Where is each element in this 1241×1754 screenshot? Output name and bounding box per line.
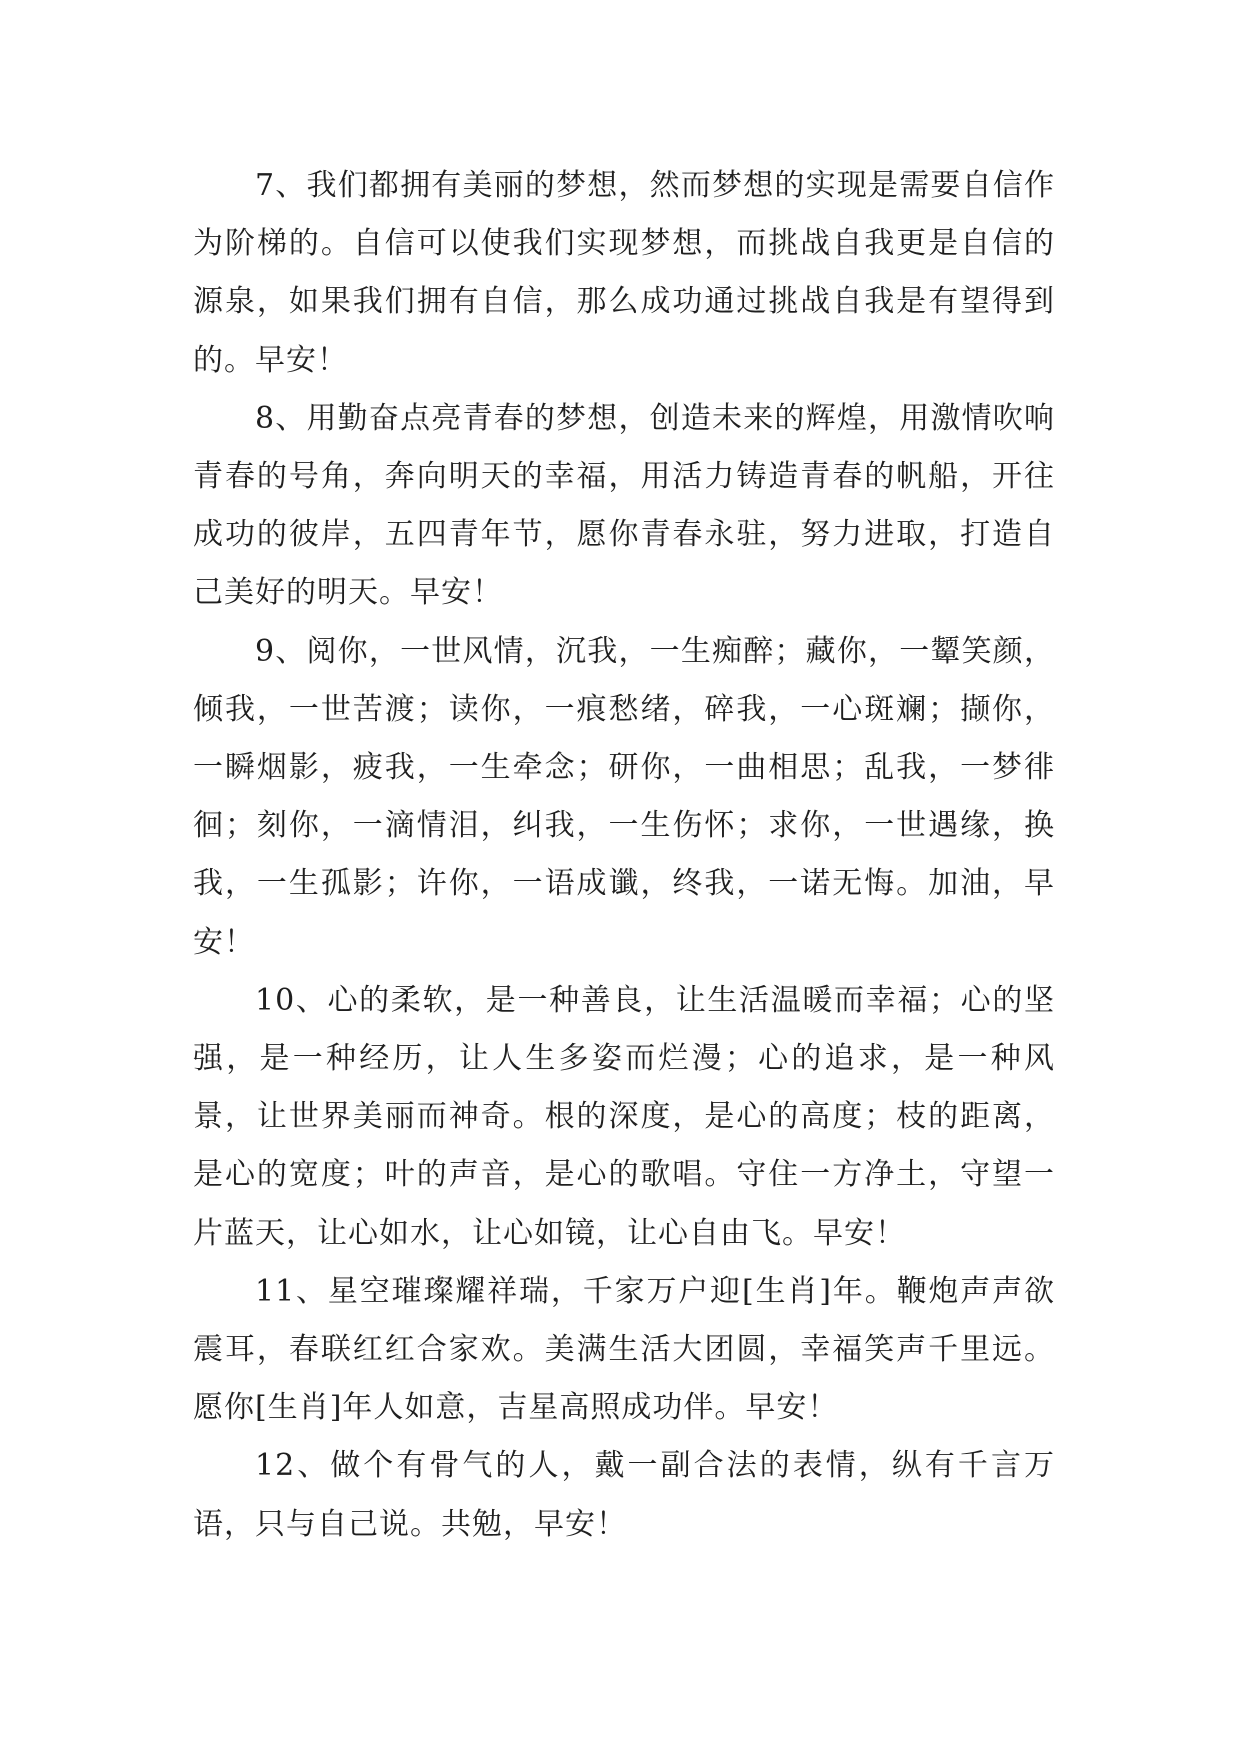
document-body (193, 157, 1055, 1554)
paragraph-7: 7、我们都拥有美丽的梦想，然而梦想的实现是需要自信作为阶梯的。自信可以使我们实现梦想，而挑战自我更是自信的源泉，如果我们拥有自信，那么成功通过挑战自我是有望得到的。早安！ (193, 168, 1055, 378)
paragraph-9: 9、阅你，一世风情，沉我，一生痴醉；藏你，一颦笑颜，倾我，一世苦渡；读你，一痕愁绪，碎我，一心斑斓；撷你，一瞬烟影，疲我，一生牵念；研你，一曲相思；乱我，一梦徘徊；刻你，一滴情泪，纠我，一生伤怀；求你，一世遇缘，换我，一生孤影；许你，一语成谶，终我，一诺无悔。加油，早安！ (193, 633, 1055, 960)
paragraph-12: 12、做个有骨气的人，戴一副合法的表情，纵有千言万语，只与自己说。共勉，早安！ (193, 1448, 1055, 1542)
paragraph-10: 10、心的柔软，是一种善良，让生活温暖而幸福；心的坚强，是一种经历，让人生多姿而烂漫；心的追求，是一种风景，让世界美丽而神奇。根的深度，是心的高度；枝的距离，是心的宽度；叶的声音，是心的歌唱。守住一方净土，守望一片蓝天，让心如水，让心如镜，让心自由飞。早安！ (193, 982, 1055, 1251)
paragraph-8: 8、用勤奋点亮青春的梦想，创造未来的辉煌，用激情吹响青春的号角，奔向明天的幸福，用活力铸造青春的帆船，开往成功的彼岸，五四青年节，愿你青春永驻，努力进取，打造自己美好的明天。早安！ (193, 400, 1055, 611)
paragraph-11: 11、星空璀璨耀祥瑞，千家万户迎[生肖]年。鞭炮声声欲震耳，春联红红合家欢。美满生活大团圆，幸福笑声千里远。愿你[生肖]年人如意，吉星高照成功伴。早安！ (193, 1273, 1055, 1426)
